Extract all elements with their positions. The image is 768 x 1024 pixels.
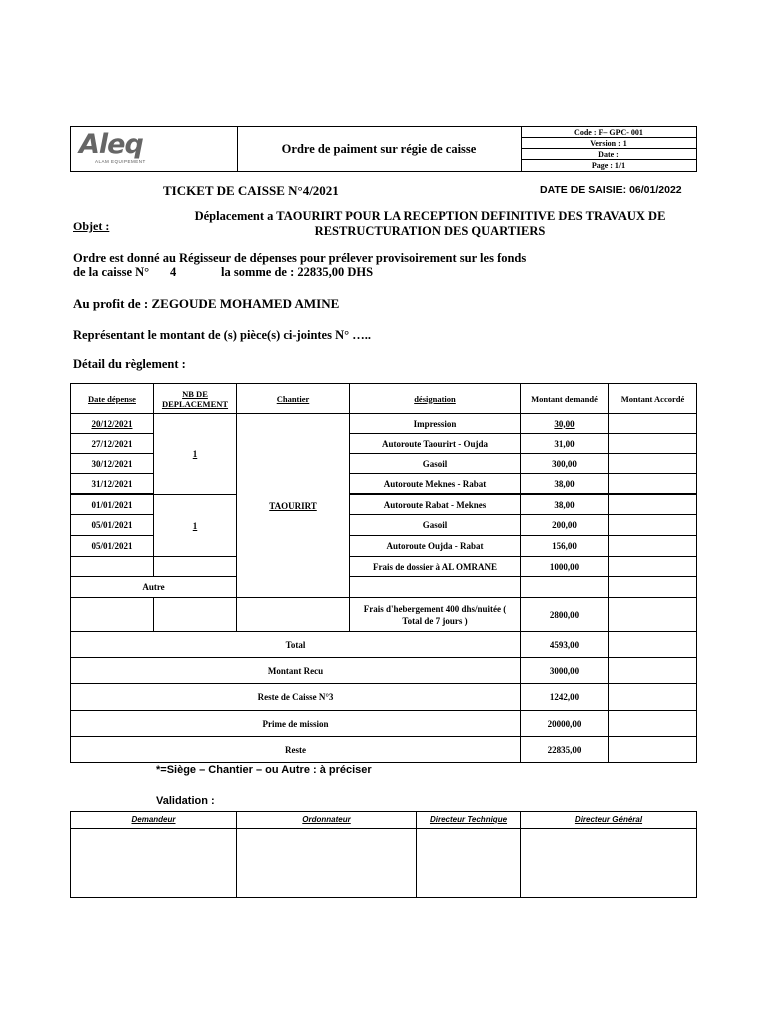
prime-mission-accorde bbox=[608, 710, 697, 737]
row-1-accorde bbox=[608, 413, 697, 434]
row-6-designation: Gasoil bbox=[349, 514, 521, 536]
montant-recu-value: 3000,00 bbox=[520, 657, 609, 684]
hebergement-chantier-cell bbox=[236, 597, 350, 632]
row-5-accorde bbox=[608, 494, 697, 515]
objet-text bbox=[170, 209, 690, 239]
company-logo-subtitle: ALAM EQUIPEMENT bbox=[95, 159, 146, 164]
validation-col-ordonnateur bbox=[237, 812, 417, 897]
reste-label: Reste bbox=[70, 736, 521, 763]
row-1-montant: 30,00 bbox=[520, 413, 609, 434]
total-value: 4593,00 bbox=[520, 631, 609, 658]
validation-col-directeur-general bbox=[521, 812, 696, 897]
row-4-date: 31/12/2021 bbox=[70, 473, 154, 494]
row-8-montant: 1000,00 bbox=[520, 556, 609, 577]
hebergement-date-cell bbox=[70, 597, 154, 632]
row-8-designation: Frais de dossier à AL OMRANE bbox=[349, 556, 521, 577]
row-6-montant: 200,00 bbox=[520, 514, 609, 536]
objet-label: Objet : bbox=[73, 219, 110, 233]
objet-line-2: RESTRUCTURATION DES QUARTIERS bbox=[314, 224, 546, 238]
document-header bbox=[70, 126, 697, 172]
prime-mission-label: Prime de mission bbox=[70, 710, 521, 737]
meta-version: Version : 1 bbox=[521, 138, 696, 149]
beneficiary: Au profit de : ZEGOUDE MOHAMED AMINE bbox=[73, 296, 340, 311]
nb-deplacement-2: 1 bbox=[153, 494, 237, 557]
date-saisie bbox=[540, 184, 682, 196]
row-2-accorde bbox=[608, 433, 697, 454]
validation-col-directeur-technique bbox=[417, 812, 521, 897]
reste-caisse-value: 1242,00 bbox=[520, 683, 609, 711]
validation-head-directeur-general: Directeur Général bbox=[521, 812, 696, 829]
ordre-line-2-suffix: la somme de : 22835,00 DHS bbox=[221, 265, 374, 279]
autre-cell: Autre bbox=[70, 576, 237, 598]
caisse-number: 4 bbox=[170, 265, 177, 279]
row-3-montant: 300,00 bbox=[520, 453, 609, 474]
logo-cell bbox=[71, 127, 238, 171]
objet-line-1: Déplacement a TAOURIRT POUR LA RECEPTION DEFINITIVE DES TRAVAUX DE bbox=[194, 209, 666, 223]
row-5-date: 01/01/2021 bbox=[70, 494, 154, 515]
row-3-designation: Gasoil bbox=[349, 453, 521, 474]
nb-deplacement-empty bbox=[153, 556, 237, 577]
document-meta bbox=[521, 127, 696, 171]
row-6-accorde bbox=[608, 514, 697, 536]
validation-head-demandeur: Demandeur bbox=[71, 812, 236, 829]
row-7-montant: 156,00 bbox=[520, 535, 609, 557]
montant-recu-accorde bbox=[608, 657, 697, 684]
chantier-taourirt: TAOURIRT bbox=[236, 413, 350, 598]
header-nb-deplacement: NB DE DEPLACEMENT bbox=[153, 383, 237, 414]
total-accorde bbox=[608, 631, 697, 658]
row-4-accorde bbox=[608, 473, 697, 494]
header-designation: désignation bbox=[349, 383, 521, 414]
reste-caisse-label: Reste de Caisse N°3 bbox=[70, 683, 521, 711]
row-8-date bbox=[70, 556, 154, 577]
prime-mission-value: 20000,00 bbox=[520, 710, 609, 737]
ordre-line-2-prefix: de la caisse N° bbox=[73, 265, 150, 279]
reste-value: 22835,00 bbox=[520, 736, 609, 763]
hebergement-accorde bbox=[608, 597, 697, 632]
row-1-date: 20/12/2021 bbox=[70, 413, 154, 434]
header-chantier: Chantier bbox=[236, 383, 350, 414]
validation-head-ordonnateur: Ordonnateur bbox=[237, 812, 416, 829]
date-saisie-value: 06/01/2022 bbox=[629, 184, 682, 196]
reste-caisse-accorde bbox=[608, 683, 697, 711]
company-logo: Aleq bbox=[79, 129, 143, 160]
hebergement-montant: 2800,00 bbox=[520, 597, 609, 632]
row-7-accorde bbox=[608, 535, 697, 557]
row-6-date: 05/01/2021 bbox=[70, 514, 154, 536]
header-date: Date dépense bbox=[70, 383, 154, 414]
hebergement-designation: Frais d'hebergement 400 dhs/nuitée ( Total de 7 jours ) bbox=[349, 597, 521, 632]
row-2-montant: 31,00 bbox=[520, 433, 609, 454]
validation-label: Validation : bbox=[156, 795, 215, 807]
validation-head-directeur-technique: Directeur Technique bbox=[417, 812, 520, 829]
meta-page: Page : 1/1 bbox=[591, 161, 626, 170]
validation-table bbox=[70, 811, 697, 898]
ticket-title: TICKET DE CAISSE N°4/2021 bbox=[163, 183, 339, 198]
row-9-designation bbox=[349, 576, 521, 598]
row-3-accorde bbox=[608, 453, 697, 474]
row-2-designation: Autoroute Taourirt - Oujda bbox=[349, 433, 521, 454]
row-5-montant: 38,00 bbox=[520, 494, 609, 515]
document-title: Ordre de paiment sur régie de caisse bbox=[237, 127, 522, 171]
row-5-designation: Autoroute Rabat - Meknes bbox=[349, 494, 521, 515]
row-1-designation: Impression bbox=[349, 413, 521, 434]
validation-col-demandeur bbox=[71, 812, 237, 897]
row-2-date: 27/12/2021 bbox=[70, 433, 154, 454]
hebergement-nb-cell bbox=[153, 597, 237, 632]
row-4-designation: Autoroute Meknes - Rabat bbox=[349, 473, 521, 494]
row-9-montant bbox=[520, 576, 609, 598]
footnote: *=Siège – Chantier – ou Autre : à préciser bbox=[156, 764, 372, 776]
ordre-line-1: Ordre est donné au Régisseur de dépenses pour prélever provisoirement sur les fonds bbox=[73, 251, 527, 265]
representant-text: Représentant le montant de (s) pièce(s) ci-jointes N° ….. bbox=[73, 328, 371, 342]
total-label: Total bbox=[70, 631, 521, 658]
row-4-montant: 38,00 bbox=[520, 473, 609, 494]
row-7-date: 05/01/2021 bbox=[70, 535, 154, 557]
nb-deplacement-1: 1 bbox=[153, 413, 237, 495]
row-7-designation: Autoroute Oujda - Rabat bbox=[349, 535, 521, 557]
row-3-date: 30/12/2021 bbox=[70, 453, 154, 474]
meta-code: Code : F– GPC- 001 bbox=[521, 127, 696, 138]
date-saisie-label: DATE DE SAISIE: bbox=[540, 184, 627, 196]
header-montant-accorde: Montant Accordé bbox=[608, 383, 697, 414]
detail-label: Détail du règlement : bbox=[73, 357, 186, 371]
row-8-accorde bbox=[608, 556, 697, 577]
reste-accorde bbox=[608, 736, 697, 763]
row-9-accorde bbox=[608, 576, 697, 598]
montant-recu-label: Montant Recu bbox=[70, 657, 521, 684]
header-montant-demande: Montant demandé bbox=[520, 383, 609, 414]
meta-date: Date : bbox=[521, 149, 696, 160]
